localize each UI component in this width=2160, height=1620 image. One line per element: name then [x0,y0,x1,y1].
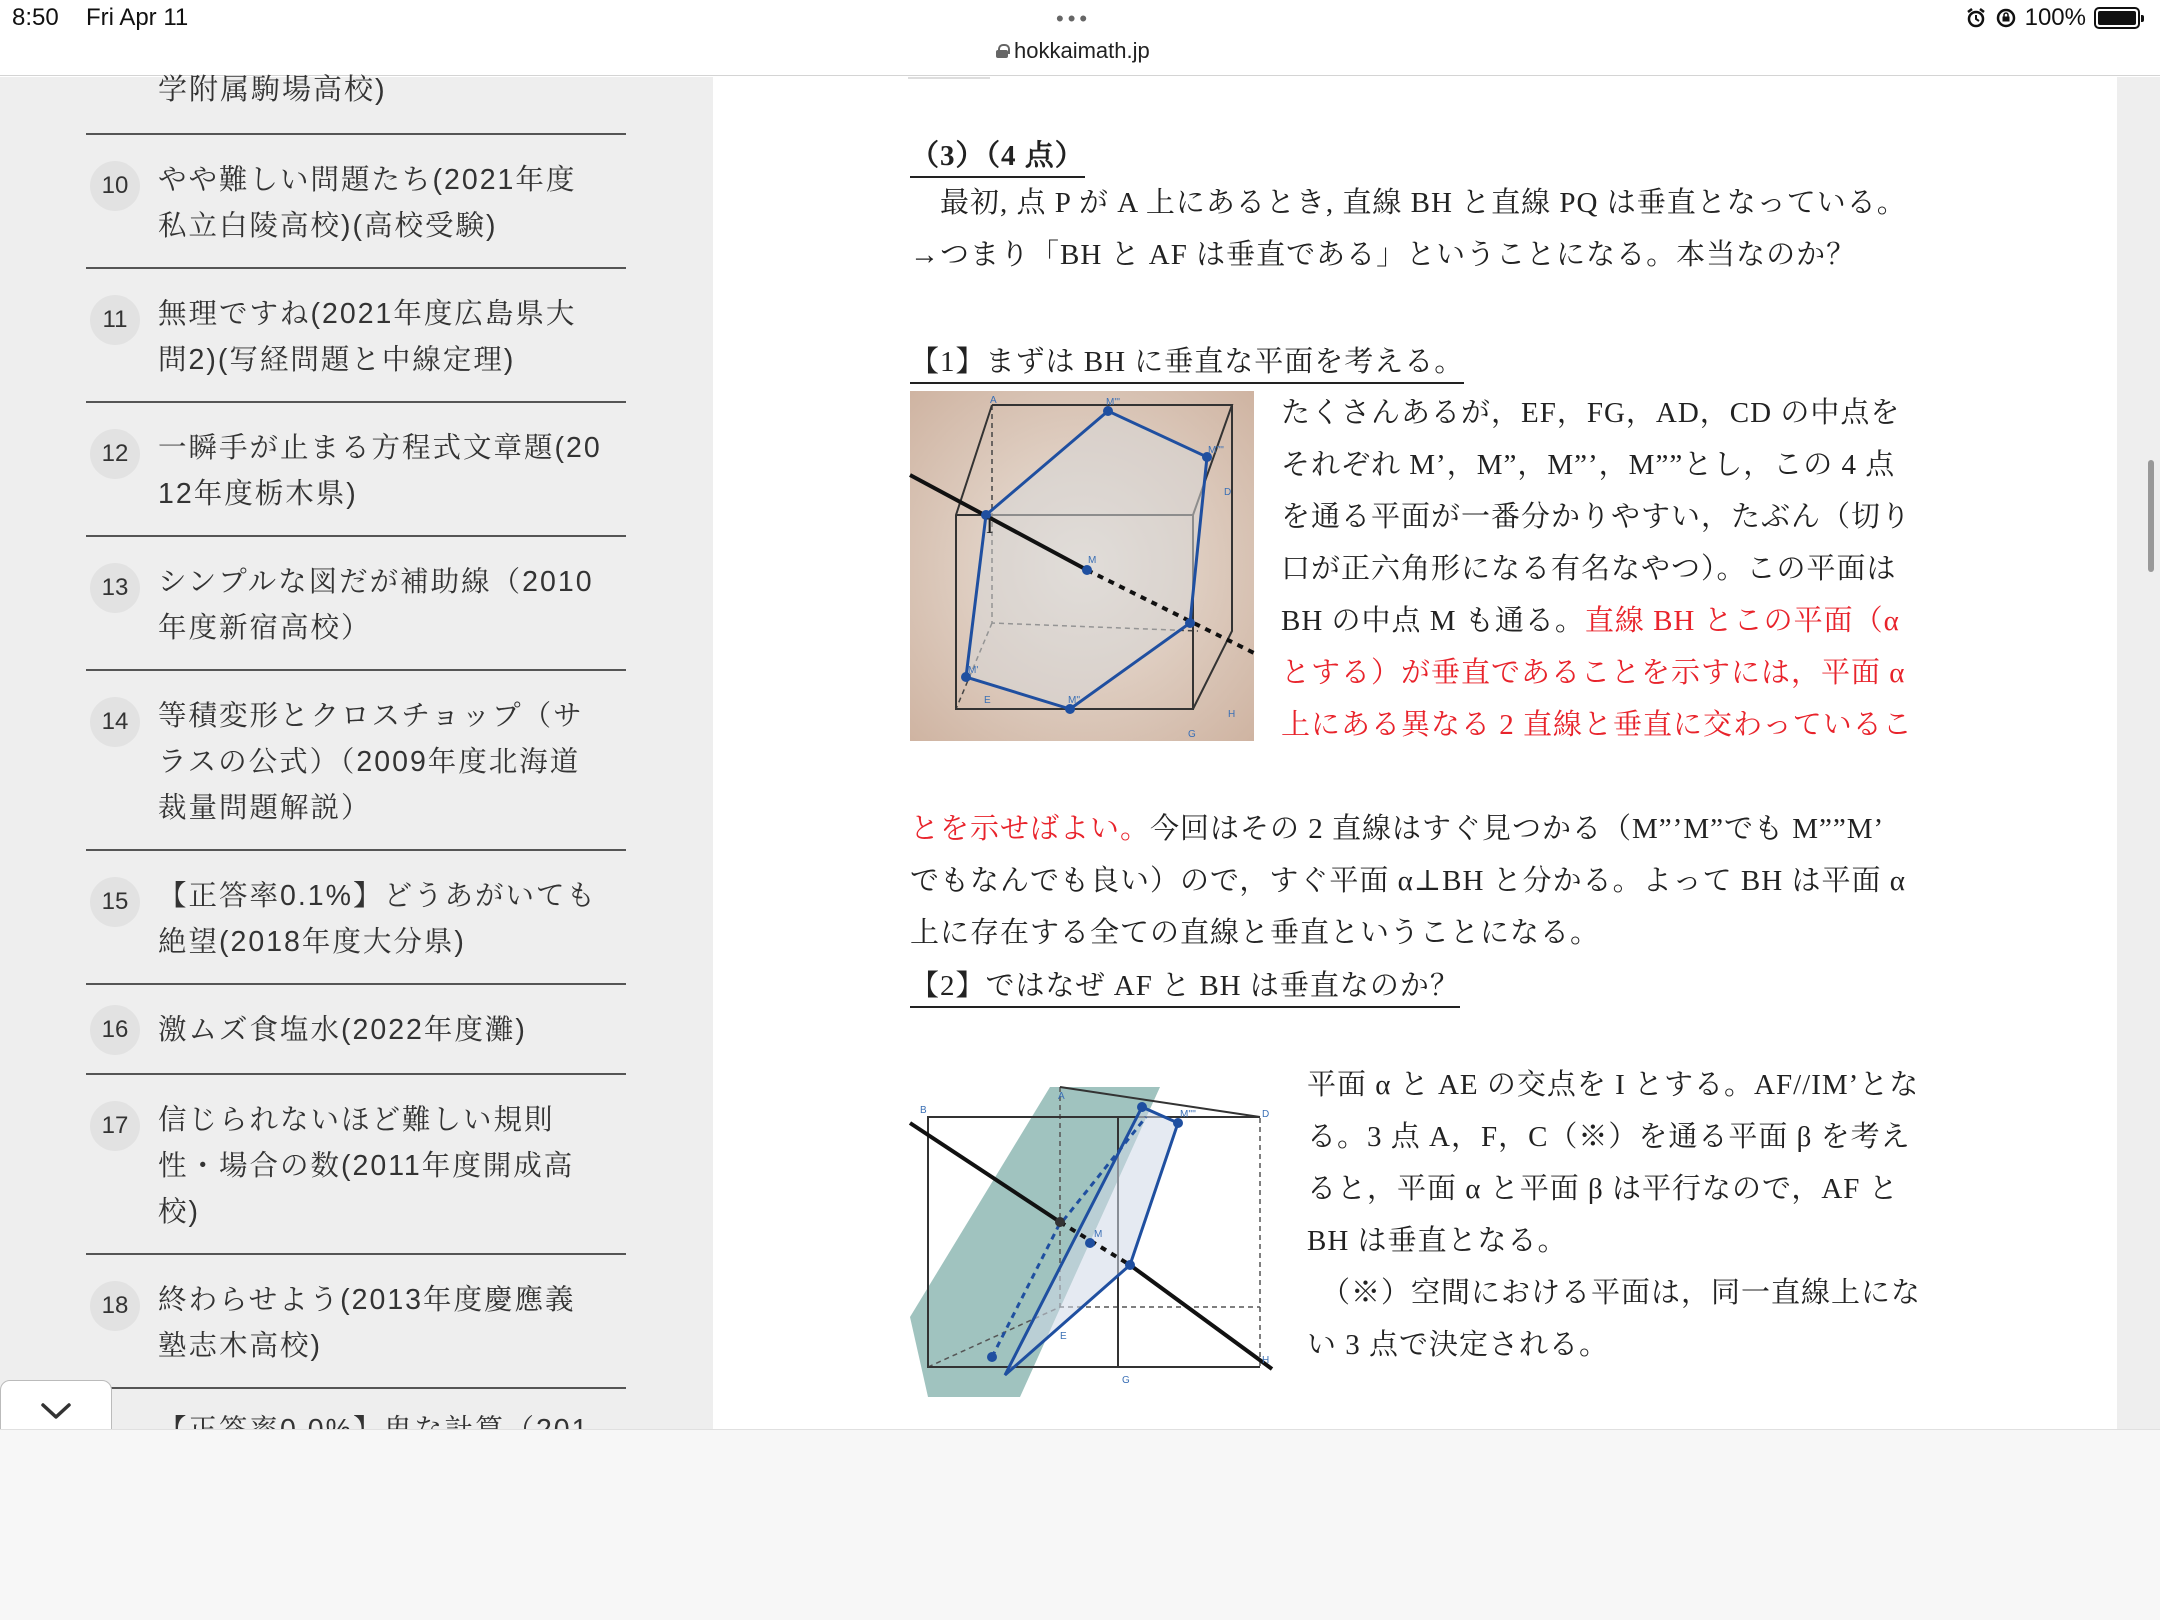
svg-text:A: A [1058,1091,1065,1102]
sidebar-item-title: 終わらせよう(2013年度慶應義 塾志木高校) [158,1284,576,1362]
status-date: Fri Apr 11 [86,4,189,31]
divider [908,77,990,79]
svg-text:M'': M'' [1068,695,1081,706]
bottom-blank-area [0,1429,2160,1620]
sidebar [0,74,713,1429]
rotation-lock-icon [1995,7,2017,29]
status-bar [0,0,2160,76]
article-content [713,77,2117,1429]
svg-text:G: G [1188,729,1196,740]
intro-paragraph: 最初, 点 P が A 上にあるとき, 直線 BH と直線 PQ は垂直となっている。 →つまり「BH と AF は垂直である」ということになる。本当なのか？ [910,187,1907,271]
sidebar-partial-item[interactable]: 学附属駒場高校) [158,74,387,106]
svg-text:E: E [984,695,991,706]
status-time: 8:50 [12,4,59,31]
sidebar-item-title: 一瞬手が止まる方程式文章題(20 12年度栃木県) [158,432,602,510]
sidebar-item-11[interactable] [86,267,626,401]
item-number-badge: 12 [90,429,140,479]
item-number-badge: 17 [90,1101,140,1151]
alarm-icon [1965,7,1987,29]
svg-text:M'''': M'''' [1180,1109,1196,1120]
url-text: hokkaimath.jp [1014,38,1150,63]
svg-text:D: D [1224,487,1232,498]
svg-text:B: B [920,1105,927,1116]
svg-text:M: M [1094,1229,1103,1240]
sidebar-item-title: 等積変形とクロスチョップ（サ ラスの公式）（2009年度北海道 裁量問題解説） [158,700,584,824]
cube-figure-1 [910,391,1254,741]
item-number-badge: 18 [90,1281,140,1331]
sidebar-item-title: 激ムズ食塩水(2022年度灘) [158,1014,527,1046]
svg-text:M''': M''' [1106,397,1121,408]
item-number-badge: 13 [90,563,140,613]
cube-figure-2 [910,1087,1280,1397]
item-number-badge: 15 [90,877,140,927]
fig1-label-I: I [986,513,994,538]
address-bar[interactable] [996,38,1150,64]
sidebar-item-title: 【正答率0.1%】どうあがいても 絶望(2018年度大分県) [158,880,597,958]
sidebar-item-title: 無理ですね(2021年度広島県大 問2)(写経問題と中線定理) [158,298,577,376]
svg-text:H: H [1228,709,1236,720]
status-indicators [1965,4,2140,32]
sidebar-item-10[interactable] [86,133,626,267]
multitask-dots-icon[interactable]: ••• [1056,6,1092,31]
battery-percent: 100% [2024,4,2086,31]
sidebar-item-title: やや難しい問題たち(2021年度 私立白陵高校)(高校受験) [158,164,577,242]
svg-text:H: H [1262,1355,1270,1366]
sidebar-item-17[interactable] [86,1073,626,1253]
scrollbar-thumb[interactable] [2148,460,2154,572]
sidebar-item-title: 信じられないほど難しい規則 性・場合の数(2011年度開成高 校) [158,1104,575,1228]
sidebar-item-13[interactable] [86,535,626,669]
item-number-badge: 10 [90,161,140,211]
svg-text:M': M' [968,665,979,676]
svg-text:G: G [1122,1375,1130,1386]
right-gutter [2117,77,2160,1429]
section1-paragraph-b: とを示せばよい。今回はその 2 直線はすぐ見つかる（M”’M”でも M””M’ でもなんでも良い）ので，すぐ平面 α⊥BH と分かる。よって BH は平面 α 上に存在する全ての直線と垂直ということになる。 [910,813,1906,949]
sidebar-item-title: シンプルな図だが補助線（2010 年度新宿高校） [158,566,594,644]
section-heading-2: 【2】ではなぜ AF と BH は垂直なのか？ [910,963,1460,1008]
svg-text:D: D [1262,1109,1270,1120]
section-heading-3: （3）（4 点） [910,133,1085,178]
section1-paragraph-a: たくさんあるが，EF，FG，AD，CD の中点を それぞれ M’，M”，M”’，M””とし，この 4 点 を通る平面が一番分かりやすい，たぶん（切り 口が正六角形になる有名なやつ）。この平面は BH の中点 M も通る。直線 BH とこの平面（α とする）が垂直であることを示すには，平面 α 上にある異なる 2 直線と垂直に交わっているこ [1281,397,1913,741]
chevron-down-icon [40,1401,72,1421]
lock-icon [996,44,1008,58]
svg-text:M: M [1088,555,1097,566]
section2-paragraph: 平面 α と AE の交点を I とする。AF//IM’とな る。3 点 A，F，C（※）を通る平面 β を考え ると，平面 α と平面 β は平行なので，AF と BH は垂直となる。 （※）空間における平面は，同一直線上にな い 3 点で決定される。 [1307,1069,1922,1361]
sidebar-item-18[interactable] [86,1253,626,1387]
battery-icon [2094,7,2140,29]
item-number-badge: 11 [90,295,140,345]
svg-text:E: E [1060,1331,1067,1342]
section-heading-1: 【1】まずは BH に垂直な平面を考える。 [910,339,1464,384]
sidebar-item-16[interactable] [86,983,626,1073]
sidebar-item-12[interactable] [86,401,626,535]
svg-text:A: A [990,395,997,406]
sidebar-item-14[interactable] [86,669,626,849]
item-number-badge: 16 [90,1005,140,1055]
item-number-badge: 14 [90,697,140,747]
sidebar-item-15[interactable] [86,849,626,983]
svg-text:M'''': M'''' [1208,445,1224,456]
